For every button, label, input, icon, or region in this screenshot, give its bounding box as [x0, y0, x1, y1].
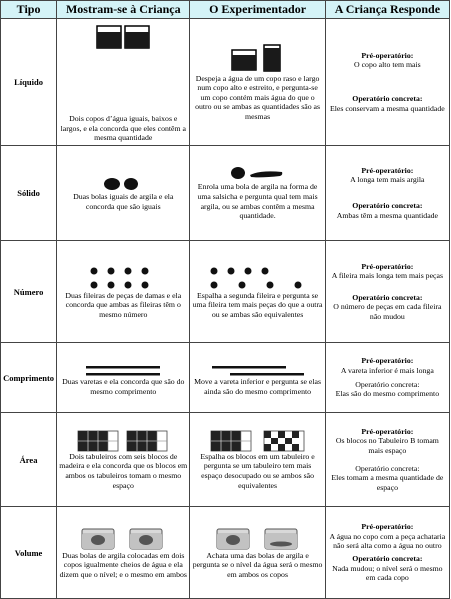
pre-operatorio-label: Pré-operatório: — [361, 50, 414, 60]
row-mostram-text: Dois tabuleiros com seis blocos de madeira e ela concorda que os blocos em ambos os tabuleiros tomam o mesmo espaço — [59, 451, 188, 490]
header-experimentador: O Experimentador — [190, 1, 325, 19]
spread-checkers-icon — [190, 262, 324, 291]
two-clay-balls-icon — [57, 173, 189, 192]
row-type-label: Sólido — [1, 146, 57, 241]
row-volume — [1, 507, 450, 599]
header-tipo: Tipo — [1, 1, 57, 19]
operatorio-concreta-label: Operatório concreta: — [355, 463, 420, 473]
pre-operatorio-text: O copo alto tem mais — [354, 60, 421, 70]
row-experimentador-text: Achata uma das bolas de argila e pergunta se o nível da água será o mesmo em ambos os copos — [192, 550, 323, 579]
operatorio-concreta-label: Operatório concreta: — [352, 292, 423, 302]
row-experimentador-text: Espalha a segunda fileira e pergunta se uma fileira tem mais peças do que a outra ou se ambas são equivalentes — [192, 290, 323, 319]
cups-flattened-clay-icon — [190, 524, 324, 551]
row-experimentador-text: Espalha os blocos em um tabuleiro e pergunta se um tabuleiro tem mais espaço desocupado ou se ambos são equivalentes — [200, 451, 315, 490]
ball-and-sausage-icon — [190, 163, 324, 182]
row-experimentador-cell — [190, 413, 325, 507]
row-experimentador-text: Move a vareta inferior e pergunta se elas ainda são do mesmo comprimento — [194, 376, 322, 396]
two-boards-blocks-icon — [57, 427, 189, 452]
header-mostram: Mostram-se à Criança — [57, 1, 190, 19]
row-responde-cell — [325, 343, 449, 413]
operatorio-concreta-text: O número de peças em cada fileira não mudou — [333, 302, 442, 321]
pre-operatorio-label: Pré-operatório: — [361, 356, 414, 366]
row-type-label: Volume — [1, 507, 57, 599]
operatorio-concreta-text: Elas são do mesmo comprimento — [335, 389, 440, 399]
operatorio-concreta-text: Eles tomam a mesma quantidade de espaço — [331, 473, 444, 492]
row-mostram-text: Duas bolas iguais de argila e ela concorda que são iguais — [73, 191, 174, 211]
two-rows-checkers-icon — [57, 262, 189, 291]
operatorio-concreta-label: Operatório concreta: — [352, 94, 423, 103]
row-experimentador-cell — [190, 146, 325, 241]
short-and-tall-glass-icon — [190, 41, 324, 74]
row-numero — [1, 241, 450, 343]
operatorio-concreta-label: Operatório concreta: — [352, 201, 423, 210]
row-mostram-text: Dois copos d’água iguais, baixos e largos, e ela concorda que eles contêm a mesma quantidade — [60, 114, 186, 143]
row-type-label: Líquido — [1, 19, 57, 146]
row-mostram-text: Duas bolas de argila colocadas em dois copos igualmente cheios de água e ela dizem que o nível; e o mesmo em ambos — [59, 550, 187, 579]
pre-operatorio-label: Pré-operatório: — [361, 165, 414, 175]
row-responde-cell — [325, 19, 449, 146]
two-sticks-icon — [57, 357, 189, 377]
board-spread-blocks-icon — [190, 427, 324, 452]
row-experimentador-text: Despeja a água de um copo raso e largo num copo alto e estreito, e pergunta-se um copo contém mais água do que o outro ou se ambas as quantidades são as mesmas — [195, 73, 321, 121]
row-mostram-text: Duas fileiras de peças de damas e ela concorda que ambas as fileiras têm o mesmo número — [65, 290, 182, 319]
row-mostram-cell — [57, 507, 190, 599]
row-responde-cell — [325, 413, 449, 507]
row-experimentador-cell — [190, 19, 325, 146]
pre-operatorio-text: A longa tem mais argila — [350, 175, 425, 185]
row-experimentador-cell — [190, 343, 325, 413]
row-responde-cell — [325, 507, 449, 599]
operatorio-concreta-label: Operatório concreta: — [355, 379, 420, 389]
two-cups-clay-icon — [57, 524, 189, 551]
row-type-label: Número — [1, 241, 57, 343]
row-mostram-cell — [57, 19, 190, 146]
row-comprimento — [1, 343, 450, 413]
row-type-label: Área — [1, 413, 57, 507]
two-short-glasses-icon — [57, 19, 189, 52]
row-mostram-cell — [57, 413, 190, 507]
row-mostram-cell — [57, 146, 190, 241]
row-responde-cell — [325, 146, 449, 241]
row-responde-cell — [325, 241, 449, 343]
operatorio-concreta-label: Operatório concreta: — [352, 554, 423, 563]
header-responde: A Criança Responde — [325, 1, 449, 19]
operatorio-concreta-text: Ambas têm a mesma quantidade — [336, 210, 439, 220]
operatorio-concreta-text: Nada mudou; o nível será o mesmo em cada copo — [332, 563, 443, 583]
row-mostram-cell — [57, 343, 190, 413]
pre-operatorio-text: A água no copo com a peça achataria não será alta como a água no outro — [329, 531, 446, 551]
row-type-label: Comprimento — [1, 343, 57, 413]
pre-operatorio-label: Pré-operatório: — [361, 261, 414, 271]
operatorio-concreta-text: Eles conservam a mesma quantidade — [329, 103, 445, 113]
pre-operatorio-text: A fileira mais longa tem mais peças — [331, 271, 443, 281]
pre-operatorio-label: Pré-operatório: — [361, 522, 414, 532]
row-liquido — [1, 19, 450, 146]
pre-operatorio-text: A vareta inferior é mais longa — [340, 365, 434, 375]
header-row — [1, 1, 450, 19]
row-experimentador-cell — [190, 507, 325, 599]
row-mostram-text: Duas varetas e ela concorda que são do mesmo comprimento — [62, 376, 185, 396]
row-mostram-cell — [57, 241, 190, 343]
row-experimentador-text: Enrola uma bola de argila na forma de uma salsicha e pergunta qual tem mais argila, ou se ambas contêm a mesma quantidade. — [197, 182, 318, 221]
shifted-sticks-icon — [190, 357, 324, 377]
row-area — [1, 413, 450, 507]
pre-operatorio-text: Os blocos no Tabuleiro B tomam mais espaço — [335, 436, 439, 455]
row-experimentador-cell — [190, 241, 325, 343]
pre-operatorio-label: Pré-operatório: — [361, 426, 414, 436]
row-solido — [1, 146, 450, 241]
